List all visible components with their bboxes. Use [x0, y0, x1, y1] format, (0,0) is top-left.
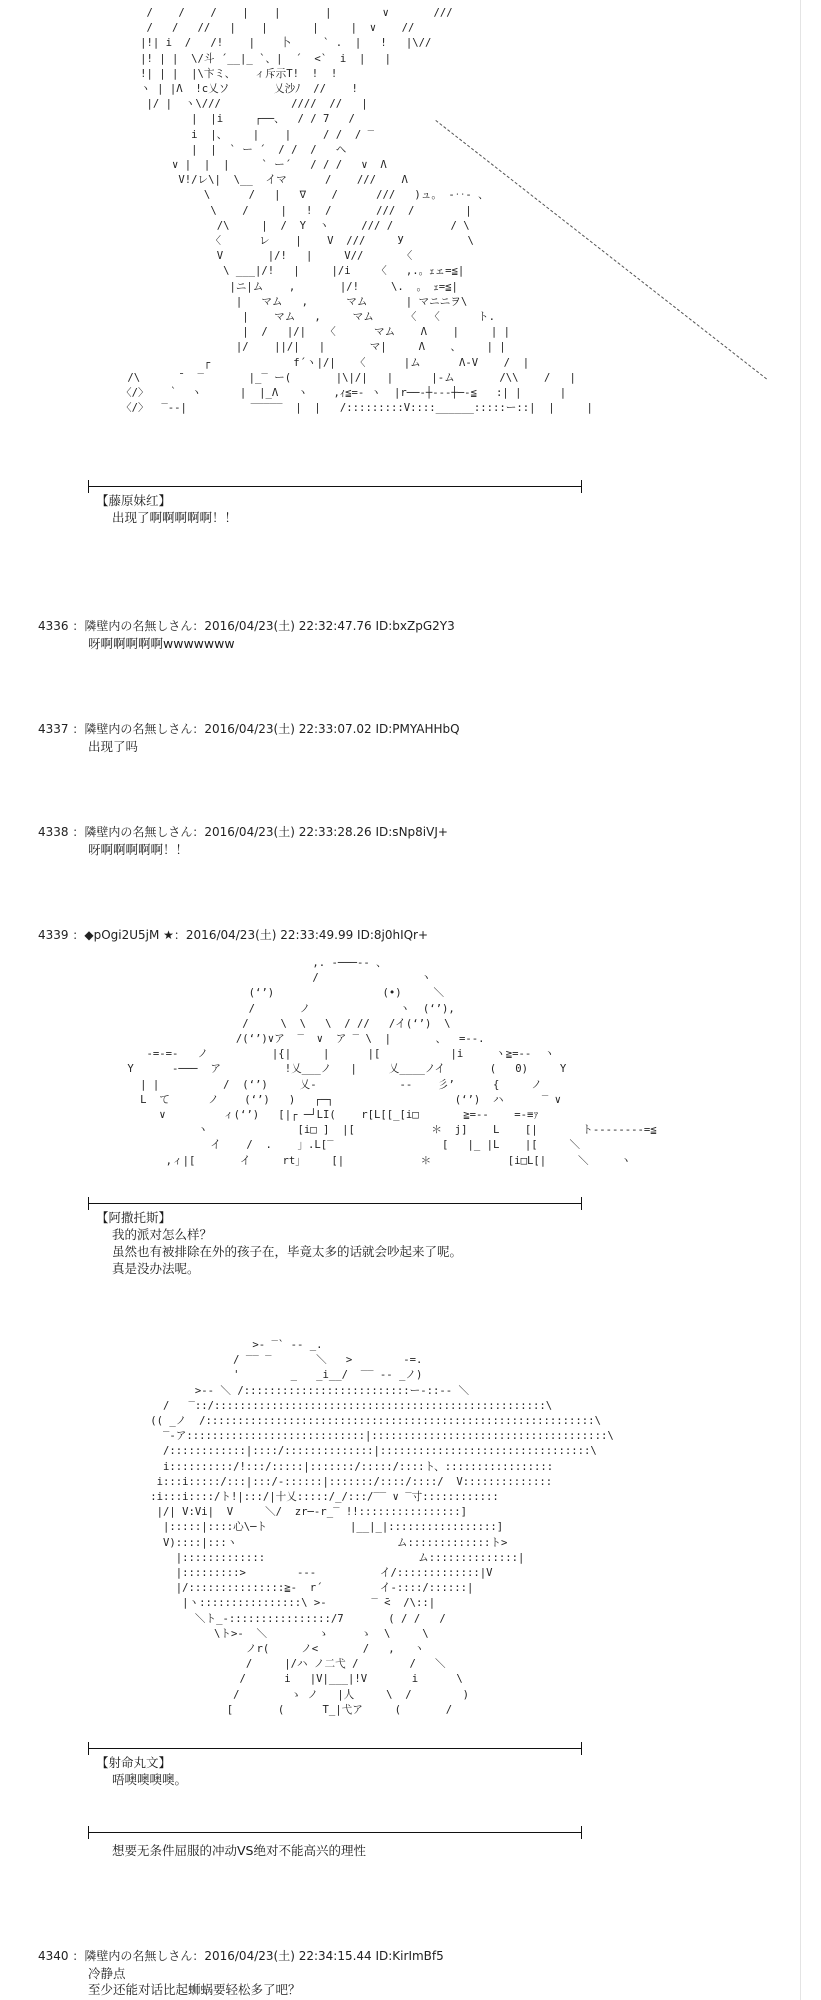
narration-line: 想要无条件屈服的冲动VS绝对不能高兴的理性 [112, 1843, 366, 1858]
post-header-4338: 4338 ：隣壁内の名無しさん：2016/04/23(土) 22:33:28.26 ID:sNp8iVJ+ [38, 825, 448, 839]
dialog-aya [96, 1754, 187, 1788]
post-line: 出现了吗 [88, 739, 139, 754]
dialog-divider [88, 1748, 582, 1749]
post-header-4339: 4339 ：◆pOgi2U5jM ★：2016/04/23(土) 22:33:49.99 ID:8j0hIQr+ [38, 928, 429, 942]
alice-ascii-art: ,. ‐───‐- 、 / ヽ (‘’) (•) ＼ / ノ ヽ (‘’), / \ \ \ / // /イ(‘’) \ /(‘’)∨ア ‾ ∨ ア ‾ \ | 、 =‐-. -=‐=- ノ |{| | |[ |i ヽ≧=‐‐ ヽ Y ‐─── ア !乂___ノ | 乂____ノイ ( 0) Y | | / (‘’) 乂- ‐‐ 彡’ { ノ L て ノ (‘’) ) ┌─┐ (‘’) ハ ‾ ∨ ∨ ィ(‘’) [|┌ ─┘LI( r[L[[_[i□ ≧=‐- =‐≡ｧ ヽ [i□ ] |[ ＊ j] L [| ト--------=≦ イ / . 」.L[‾ [ |_ |L |[ ＼ ,ィ|[ イ rt」 [| ＊ [i□L[| ＼ ヽ [127, 957, 657, 1167]
post-header-4337: 4337 ：隣壁内の名無しさん：2016/04/23(土) 22:33:07.02 ID:PMYAHHbQ [38, 722, 460, 736]
post-body-4336 [88, 636, 235, 652]
speaker-name: 【阿撒托斯】 [96, 1210, 172, 1225]
aya-ascii-art: >‐ ‾` ‐- _. / ‾‾ ‾ ＼ > -=. ' _ _i__/ ‾‾ ‐- _ノ) >‐‐ ＼ /::::::::::::::::::::::::::ー‐::‐‐ ＼ / ‾::/::::::::::::::::::::::::::::::::::::::::::::::::::::\ (( _ノ /:::::::::::::::::::::::::::::::::::::::::::::::::::::::::::::\ ‾‐ア::::::::::::::::::::::::::::|:::::::::::::::::::::::::::::::::::::\ /::::::::::::|::::/::::::::::::::|:::::::::::::::::::::::::::::::::\ i::::::::::/!:::/:::::|:::::::/:::::/::::ト、::::::::::::::::: i:::i:::::/:::|:::/-::::::|:::::::/::::/::::/ V:::::::::::::: :i:::i::::/ト!|:::/|十乂:::::/_/:::/‾‾ ∨ ‾寸:::::::::::: |/| V:Vi| V ＼/ zr─‐r_‾ !!::::::::::::::::] |:::::|::::心\─ト |__|_|:::::::::::::::::] V)::::|:::ヽ ム:::::::::::::ト> |::::::::::::: ム::::::::::::::| |:::::::::> ‐‐‐ イ/:::::::::::::|V |/:::::::::::::::≧- r´ イ-::::/::::::| |ヽ::::::::::::::::\ >- ‾ ̄< /\::| ＼ト_-::::::::::::::::/7 ( / / / \ト>‐ ＼ ゝ ゝ \ \ ノr( ノ< / , ヽ / |/ハ ノ二弋 / / ＼ / i |V|___|!V i \ / ゝ ノ |人 \ / ) [ ( T_|弋ア ( / [150, 1339, 614, 1716]
post-line: 呀啊啊啊啊啊！！ [88, 842, 189, 857]
dialog-mokou [96, 492, 237, 526]
dialog-line: 真是没办法呢。 [112, 1261, 200, 1276]
dialog-line: 我的派对怎么样？ [112, 1227, 213, 1242]
speaker-name: 【射命丸文】 [96, 1755, 172, 1770]
post-body-4340 [88, 1966, 301, 1998]
post-header-4340: 4340 ：隣壁内の名無しさん：2016/04/23(土) 22:34:15.44 ID:KirImBf5 [38, 1949, 444, 1963]
post-line: 至少还能对话比起蛳蜗要轻松多了吧？ [88, 1982, 301, 1997]
speaker-name: 【藤原妹红】 [96, 493, 172, 508]
dialog-line: 虽然也有被排除在外的孩子在，毕竟太多的话就会吵起来了呢。 [112, 1244, 463, 1259]
dialog-line: 出现了啊啊啊啊啊！！ [112, 510, 238, 525]
narration-divider [88, 1832, 582, 1833]
narration-box [96, 1842, 366, 1859]
dialog-alice [96, 1209, 462, 1277]
dialog-divider-top [88, 486, 582, 487]
post-line: 冷静点 [88, 1966, 126, 1981]
dialog-line: 唔噢噢噢噢。 [112, 1772, 188, 1787]
post-header-4336: 4336 ：隣壁内の名無しさん：2016/04/23(土) 22:32:47.76 ID:bxZpG2Y3 [38, 619, 455, 633]
post-line: 呀啊啊啊啊啊wwwwwww [88, 636, 235, 651]
post-body-4338 [88, 842, 188, 858]
dialog-divider [88, 1203, 582, 1204]
post-body-4337 [88, 739, 138, 755]
mokou-ascii-art: / / / | | | ∨ /// / / // | | | | ∨ // |!| i / /! | 卜 ` . | ! |\// |! | | \/斗 ´__|_ `、| ´ <` i | | !| | | |\卞ミ、 ィ斥示T! ! ! ヽ | |Λ !c乂ソ 乂沙ﾉ // ! |/ | ヽ\/// //// // | | |i ┌──、 / / 7 / i |、 | | / / / ‾ | | ` ー ´ / / / ヘ ∨ | | | ` ー´ / / / ∨ Λ V!/レ\| \__ イマ / /// Λ \ / | ∇ / /// )ュ。 -‥- 、 \ / | ! / /// / | /\ | / Y ヽ /// / / \ 〈 レ | V /// У \ V |/! | V// 〈 \ ___|/! | |/i 〈 ,.。ｪェ=≦| |ニ|ム , |/! \. 。 ｪ=≦| | マム , マム | マニニヲ\ | マム , マム 〈 〈 ト. | / |/| 〈 マム Λ | | | |/ ||/| | マ| Λ 、 | | ┌ f´ヽ|/| 〈 |ム Λ-V / | /\ ¯ ‾ |_‾ ー( |\|/| | |-ム /\\ / | 〈/〉 ｀ ヽ | |_Λ ヽ ,ｨ≦=‐ ヽ |r──‐┼‐‐‐┼─‐≦ :| | | 〈/〉 ‾‐‐| ‾‾‾‾‾ | | /:::::::::V::::______:::::ー::| | | [121, 7, 593, 415]
